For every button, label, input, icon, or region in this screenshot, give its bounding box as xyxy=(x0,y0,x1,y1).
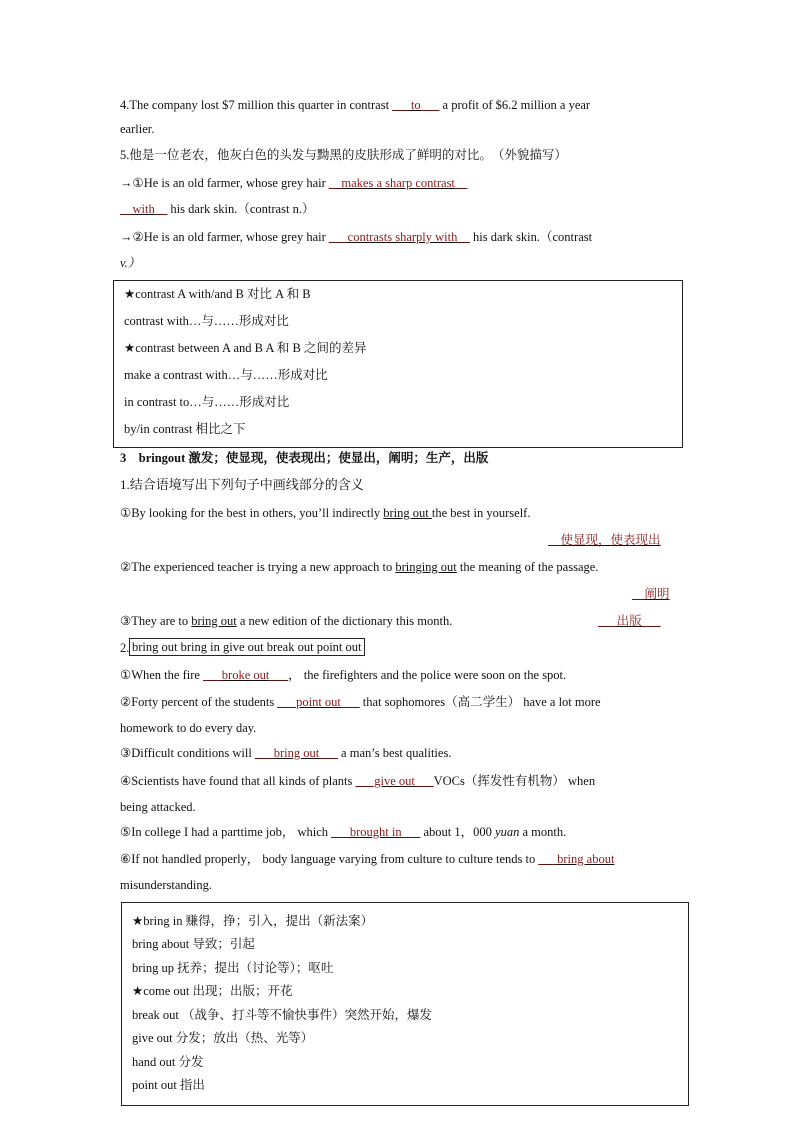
i1-answer-text: __使显现，使表现出 xyxy=(548,533,661,547)
f4-pre: ④Scientists have found that all kinds of plants xyxy=(120,774,356,788)
meaning-item-1 xyxy=(120,505,530,521)
i3-underlined: bring out xyxy=(191,614,237,628)
f1-post: ， the firefighters and the police were soon on the spot. xyxy=(288,668,567,682)
f5-post: a month. xyxy=(519,825,567,839)
box2-line: ★bring in 赚得，挣；引入，提出（新法案） xyxy=(132,914,374,928)
fill-item-3 xyxy=(120,745,451,761)
q5-s1-pre: →①He is an old farmer, whose grey hair xyxy=(120,176,329,190)
i2-answer xyxy=(632,586,670,602)
q5-sentence1 xyxy=(120,175,467,191)
fill-item-6-line2: misunderstanding. xyxy=(120,878,213,892)
f1-pre: ①When the fire xyxy=(120,668,204,682)
f4-post: VOCs（挥发性有机物） when xyxy=(433,774,596,788)
f5-pre: ⑤In college I had a parttime job， which xyxy=(120,825,332,839)
fill-item-1 xyxy=(120,667,566,683)
i1-underlined: bring out xyxy=(383,506,432,520)
f3-post: a man’s best qualities. xyxy=(337,746,452,760)
section3-sub1: 1.结合语境写出下列句子中画线部分的含义 xyxy=(120,477,364,492)
box2-line: ★come out 出现；出版；开花 xyxy=(132,984,293,998)
i2-pre: ②The experienced teacher is trying a new approach to xyxy=(120,560,396,574)
q5-s2-post: his dark skin.（contrast xyxy=(469,230,593,244)
section3-sub2-num: 2. xyxy=(120,641,130,655)
box2-line: give out 分发；放出（热、光等） xyxy=(132,1031,314,1045)
q5-s2-answer: ___contrasts sharply with__ xyxy=(328,230,470,244)
q4-answer: ___to___ xyxy=(392,98,440,112)
q5-title: 5.他是一位老农，他灰白色的头发与黝黑的皮肤形成了鲜明的对比。 （外貌描写） xyxy=(120,148,567,162)
f4-answer: ___give out___ xyxy=(355,774,434,788)
q5-sentence2 xyxy=(120,229,592,245)
box2-line: break out （战争、打斗等不愉快事件）突然开始，爆发 xyxy=(132,1008,432,1022)
f2-answer: ___point out___ xyxy=(277,695,360,709)
fill-item-2 xyxy=(120,694,601,710)
q5-s2-pre: →②He is an old farmer, whose grey hair xyxy=(120,230,329,244)
box1-line: in contrast to…与……形成对比 xyxy=(124,395,290,409)
q4-text-post: a profit of $6.2 million a year xyxy=(439,98,591,112)
q5-s1b-post: his dark skin.（contrast n.） xyxy=(167,202,315,216)
f1-answer: ___broke out___ xyxy=(203,668,289,682)
f2-pre: ②Forty percent of the students xyxy=(120,695,278,709)
q5-s1-answer: __makes a sharp contrast__ xyxy=(328,176,468,190)
box1-line: contrast with…与……形成对比 xyxy=(124,314,289,328)
phrase-notes-box xyxy=(121,902,689,1106)
i2-underlined: bringing out xyxy=(395,560,457,574)
i3-post: a new edition of the dictionary this month. xyxy=(236,614,453,628)
f6-answer: ___bring about xyxy=(538,852,615,866)
i2-answer-text: __阐明 xyxy=(632,587,670,601)
meaning-item-3 xyxy=(120,613,452,629)
fill-item-2-line2: homework to do every day. xyxy=(120,721,257,735)
q4-text-pre: 4.The company lost $7 million this quarter in contrast xyxy=(120,98,393,112)
i1-pre: ①By looking for the best in others, you’ll indirectly xyxy=(120,506,384,520)
box2-line: bring up 抚养；提出（讨论等）；呕吐 xyxy=(132,961,334,975)
q5-sentence2-tail: v.） xyxy=(120,256,141,270)
fill-item-6 xyxy=(120,851,614,867)
q4-line2: earlier. xyxy=(120,122,155,136)
q5-sentence1b xyxy=(120,201,314,217)
f6-pre: ⑥If not handled properly， body language varying from culture to culture tends to xyxy=(120,852,539,866)
f3-pre: ③Difficult conditions will xyxy=(120,746,255,760)
box1-line: ★contrast A with/and B 对比 A 和 B xyxy=(124,287,311,301)
i3-pre: ③They are to xyxy=(120,614,192,628)
box1-line: ★contrast between A and B A 和 B 之间的差异 xyxy=(124,341,367,355)
i2-post: the meaning of the passage. xyxy=(456,560,599,574)
box2-line: hand out 分发 xyxy=(132,1055,204,1069)
f2-post: that sophomores（高二学生） have a lot more xyxy=(359,695,601,709)
f5-mid: about 1，000 xyxy=(420,825,496,839)
f5-italic: yuan xyxy=(495,825,520,839)
box2-line: point out 指出 xyxy=(132,1078,205,1092)
meaning-item-2 xyxy=(120,559,598,575)
i1-answer xyxy=(548,532,661,548)
i3-answer xyxy=(598,613,661,629)
f3-answer: ___bring out___ xyxy=(254,746,338,760)
contrast-notes-box xyxy=(113,280,683,448)
fill-item-4-line2: being attacked. xyxy=(120,800,196,814)
fill-item-5 xyxy=(120,824,566,840)
fill-item-4 xyxy=(120,773,595,789)
box1-line: by/in contrast 相比之下 xyxy=(124,422,246,436)
word-bank-box: bring out bring in give out break out point out xyxy=(129,638,365,656)
box1-line: make a contrast with…与……形成对比 xyxy=(124,368,328,382)
q5-s1b-answer: __with__ xyxy=(120,202,168,216)
i1-post: the best in yourself. xyxy=(431,506,531,520)
box2-line: bring about 导致；引起 xyxy=(132,937,255,951)
section3-heading: 3 bringout 激发；使显现，使表现出；使显出，阐明；生产，出版 xyxy=(120,451,489,465)
i3-answer-text: ___出版___ xyxy=(598,614,661,628)
f5-answer: ___brought in___ xyxy=(331,825,421,839)
q4-line xyxy=(120,97,590,113)
